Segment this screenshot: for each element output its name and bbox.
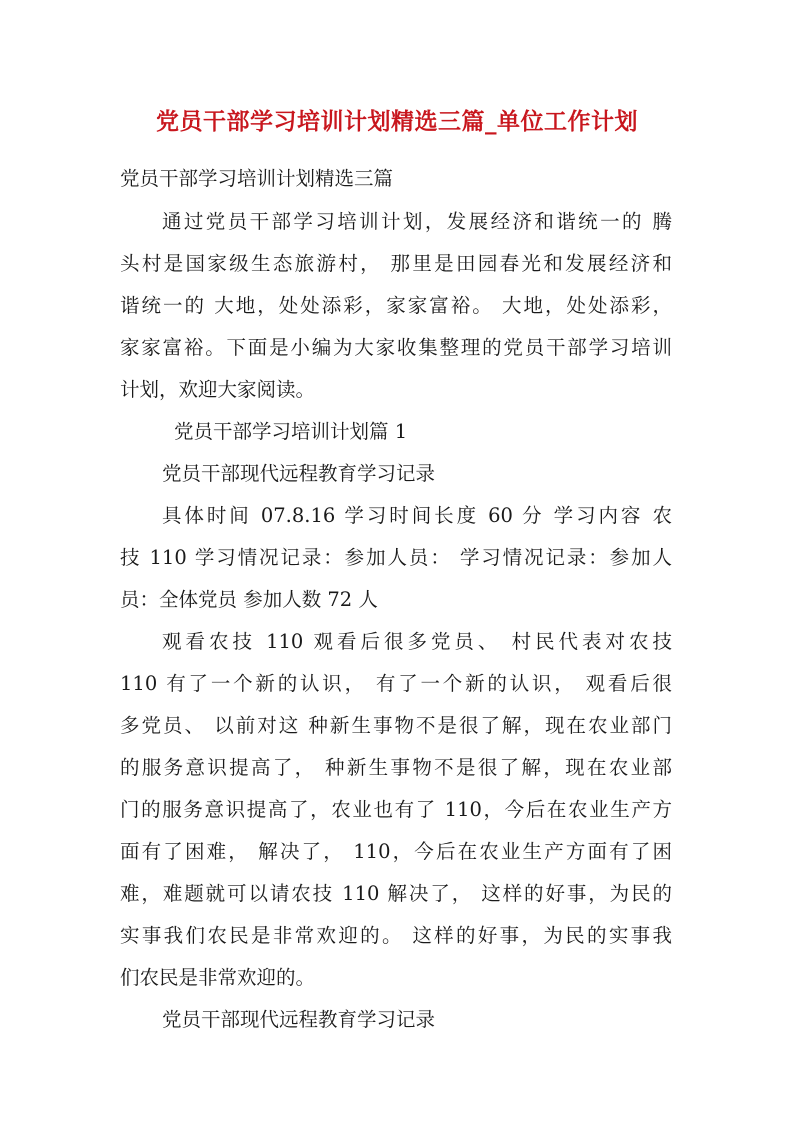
intro-line: 通过党员干部学习培训计划，发展经济和谐统一的 腾 <box>162 210 672 233</box>
body-line: 实事我们农民是非常欢迎的。 这样的好事，为民的实事我 <box>120 924 672 947</box>
intro-line: 家家富裕。下面是小编为大家收集整理的党员干部学习培训 <box>120 336 672 359</box>
record-heading: 党员干部现代远程教育学习记录 <box>162 1008 436 1031</box>
body-line: 的服务意识提高了， 种新生事物不是很了解，现在农业部 <box>120 756 672 779</box>
record-line: 员：全体党员 参加人数 72 人 <box>120 588 378 611</box>
document-subtitle: 党员干部学习培训计划精选三篇 <box>120 167 394 190</box>
body-line: 观看农技 110 观看后很多党员、 村民代表对农技 <box>162 630 672 653</box>
body-line: 难，难题就可以请农技 110 解决了， 这样的好事，为民的 <box>120 882 672 905</box>
body-line: 门的服务意识提高了，农业也有了 110，今后在农业生产方 <box>120 798 672 821</box>
section-heading: 党员干部学习培训计划篇 1 <box>174 420 408 443</box>
body-line: 110 有了一个新的认识， 有了一个新的认识， 观看后很 <box>120 672 672 695</box>
body-line: 多党员、 以前对这 种新生事物不是很了解，现在农业部门 <box>120 714 672 737</box>
record-heading: 党员干部现代远程教育学习记录 <box>162 462 436 485</box>
record-line: 技 110 学习情况记录：参加人员： 学习情况记录：参加人 <box>120 546 672 569</box>
document-title: 党员干部学习培训计划精选三篇_单位工作计划 <box>156 108 638 135</box>
intro-line: 计划，欢迎大家阅读。 <box>120 378 316 401</box>
body-line: 们农民是非常欢迎的。 <box>120 966 316 989</box>
intro-line: 头村是国家级生态旅游村， 那里是田园春光和发展经济和 <box>120 252 672 275</box>
body-line: 面有了困难， 解决了， 110，今后在农业生产方面有了困 <box>120 840 672 863</box>
record-line: 具体时间 07.8.16 学习时间长度 60 分 学习内容 农 <box>162 504 672 527</box>
intro-line: 谐统一的 大地，处处添彩，家家富裕。 大地，处处添彩， <box>120 294 672 317</box>
